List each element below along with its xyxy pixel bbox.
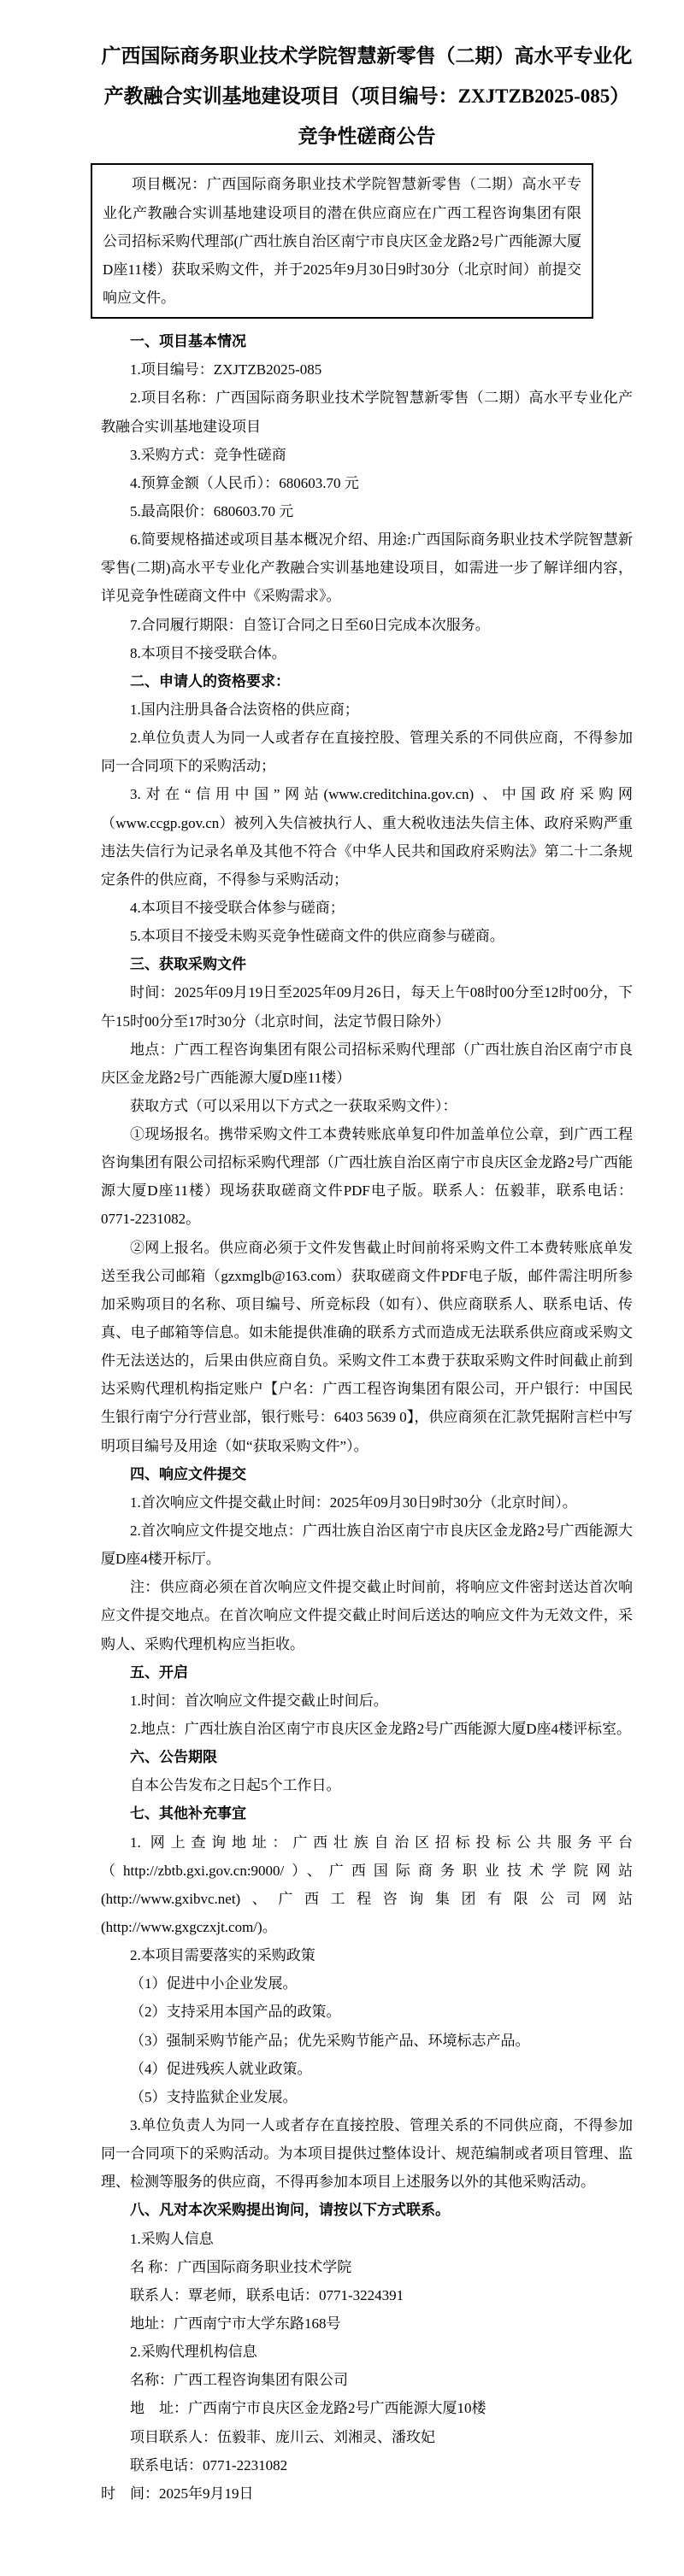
paragraph: 1.项目编号：ZXJTZB2025-085: [130, 361, 322, 378]
paragraph: 2.项目名称：广西国际商务职业技术学院智慧新零售（二期）高水平专业化产教融合实训基地建设项目: [101, 390, 633, 435]
paragraph: 联系电话：0771-2231082: [130, 2456, 288, 2473]
paragraph: 地点：广西工程咨询集团有限公司招标采购代理部（广西壮族自治区南宁市良庆区金龙路2号广西能源大厦D座11楼）: [101, 1041, 633, 1086]
section-heading: 五、开启: [130, 1664, 188, 1681]
section-heading: 二、申请人的资格要求：: [130, 672, 290, 689]
paragraph: 7.合同履行期限：自签订合同之日至60日完成本次服务。: [130, 616, 490, 633]
paragraph: 2.单位负责人为同一人或者存在直接控股、管理关系的不同供应商，不得参加同一合同项下的采购活动；: [101, 730, 633, 775]
paragraph: 名称：广西工程咨询集团有限公司: [130, 2372, 348, 2389]
paragraph: 3.采购方式：竞争性磋商: [130, 446, 286, 463]
paragraph: 5.最高限价：680603.70 元: [130, 502, 294, 519]
paragraph: 注：供应商必须在首次响应文件提交截止时间前，将响应文件密封送达首次响应文件提交地点。在首次响应文件提交截止时间后送达的响应文件为无效文件，采购人、采购代理机构应当拒收。: [101, 1579, 633, 1652]
paragraph: 时间：2025年09月19日至2025年09月26日，每天上午08时00分至12时00分，下午15时00分至17时30分（北京时间，法定节假日除外）: [101, 984, 633, 1030]
section-heading: 四、响应文件提交: [130, 1465, 246, 1482]
paragraph: 2.首次响应文件提交地点：广西壮族自治区南宁市良庆区金龙路2号广西能源大厦D座4楼开标厅。: [101, 1523, 633, 1568]
project-overview-box: [91, 163, 593, 319]
paragraph: 2.地点：广西壮族自治区南宁市良庆区金龙路2号广西能源大厦D座4楼评标室。: [130, 1721, 632, 1738]
project-overview-text: 项目概况：广西国际商务职业技术学院智慧新零售（二期）高水平专业化产教融合实训基地建设项目的潜在供应商应在广西工程咨询集团有限公司招标采购代理部(广西壮族自治区南宁市良庆区金龙路2号广西能源大厦D座11楼）获取采购文件，并于2025年9月30日9时30分（北京时间）前提交响应文件。: [103, 176, 581, 306]
paragraph: 3.对在“信用中国”网站(www.creditchina.gov.cn) 、中国政府采购网（www.ccgp.gov.cn）被列入失信被执行人、重大税收违法失信主体、政府采购严重违法失信行为记录名单及其他不符合《中华人民共和国政府采购法》第二十二条规定条件的供应商，不得参与采购活动；: [101, 786, 633, 888]
paragraph: 2.本项目需要落实的采购政策: [130, 1947, 315, 1964]
paragraph: 1.时间：首次响应文件提交截止时间后。: [130, 1692, 388, 1709]
paragraph: （2）支持采用本国产品的政策。: [130, 2004, 341, 2021]
paragraph: 3.单位负责人为同一人或者存在直接控股、管理关系的不同供应商，不得参加同一合同项下的采购活动。为本项目提供过整体设计、规范编制或者项目管理、监理、检测等服务的供应商，不得再参加本项目上述服务以外的其他采购活动。: [101, 2116, 633, 2191]
paragraph: 名 称：广西国际商务职业技术学院: [130, 2258, 352, 2275]
paragraph: 4.预算金额（人民币）：680603.70 元: [130, 474, 359, 491]
section-heading: 八、凡对本次采购提出询问，请按以下方式联系。: [130, 2202, 450, 2219]
paragraph: （5）支持监狱企业发展。: [130, 2088, 298, 2105]
paragraph: 5.本项目不接受未购买竞争性磋商文件的供应商参与磋商。: [130, 928, 504, 945]
paragraph: （1）促进中小企业发展。: [130, 1975, 298, 1992]
paragraph: 2.采购代理机构信息: [130, 2344, 257, 2361]
section-heading: 六、公告期限: [130, 1749, 217, 1766]
section-heading: 三、获取采购文件: [130, 956, 246, 973]
section-heading: 七、其他补充事宜: [130, 1805, 246, 1822]
paragraph: ①现场报名。携带采购文件工本费转账底单复印件加盖单位公章，到广西工程咨询集团有限公司招标采购代理部（广西壮族自治区南宁市良庆区金龙路2号广西能源大厦D座11楼）现场获取磋商文件PDF电子版。联系人：伍毅菲，联系电话：0771-2231082。: [101, 1126, 633, 1228]
paragraph: 6.简要规格描述或项目基本概况介绍、用途:广西国际商务职业技术学院智慧新零售(二期)高水平专业化产教融合实训基地建设项目，如需进一步了解详细内容，详见竞争性磋商文件中《采购需求》。: [101, 531, 633, 605]
section-heading: 一、项目基本情况: [130, 333, 246, 350]
paragraph: 项目联系人：伍毅菲、庞川云、刘湘灵、潘玫妃: [130, 2428, 435, 2445]
paragraph: 地址：广西南宁市大学东路168号: [130, 2315, 341, 2332]
paragraph: 获取方式（可以采用以下方式之一获取采购文件）：: [130, 1097, 457, 1114]
document-title: 广西国际商务职业技术学院智慧新零售（二期）高水平专业化产教融合实训基地建设项目（项目编号：ZXJTZB2025-085）竞争性磋商公告: [101, 45, 633, 148]
paragraph: 8.本项目不接受联合体。: [130, 644, 286, 661]
paragraph: 1.国内注册具备合法资格的供应商；: [130, 701, 359, 718]
document-body: [101, 327, 633, 2508]
paragraph: 自本公告发布之日起5个工作日。: [130, 1777, 341, 1794]
paragraph: 联系人：覃老师，联系电话：0771-3224391: [130, 2286, 404, 2303]
paragraph: （4）促进残疾人就业政策。: [130, 2060, 312, 2077]
paragraph: 1. 网上查询地址：广西壮族自治区招标投标公共服务平台（http://zbtb.gxi.gov.cn:9000/）、广西国际商务职业技术学院网站(http://www.gxibvc.net)、广西工程咨询集团有限公司网站(http://www.gxgczxjt.com/)。: [101, 1834, 633, 1935]
paragraph: 1.采购人信息: [130, 2230, 214, 2247]
paragraph: ②网上报名。供应商必须于文件发售截止时间前将采购文件工本费转账底单发送至我公司邮箱（gzxmglb@163.com）获取磋商文件PDF电子版，邮件需注明所参加采购项目的名称、项目编号、所竞标段（如有）、供应商联系人、联系电话、传真、电子邮箱等信息。如未能提供准确的联系方式而造成无法联系供应商或采购文件无法送达的，后果由供应商自负。采购文件工本费于获取采购文件时间截止前到达采购代理机构指定账户【户名：广西工程咨询集团有限公司，开户银行：中国民生银行南宁分行营业部，银行账号：6403 5639 0】，供应商须在汇款凭据附言栏中写明项目编号及用途（如“获取采购文件”）。: [101, 1239, 633, 1454]
paragraph: 4.本项目不接受联合体参与磋商；: [130, 899, 345, 916]
paragraph: 1.首次响应文件提交截止时间：2025年09月30日9时30分（北京时间）。: [130, 1493, 577, 1511]
paragraph: （3）强制采购节能产品；优先采购节能产品、环境标志产品。: [130, 2032, 530, 2049]
paragraph: 地 址：广西南宁市良庆区金龙路2号广西能源大厦10楼: [130, 2400, 486, 2417]
paragraph: 时 间：2025年9月19日: [101, 2485, 254, 2502]
